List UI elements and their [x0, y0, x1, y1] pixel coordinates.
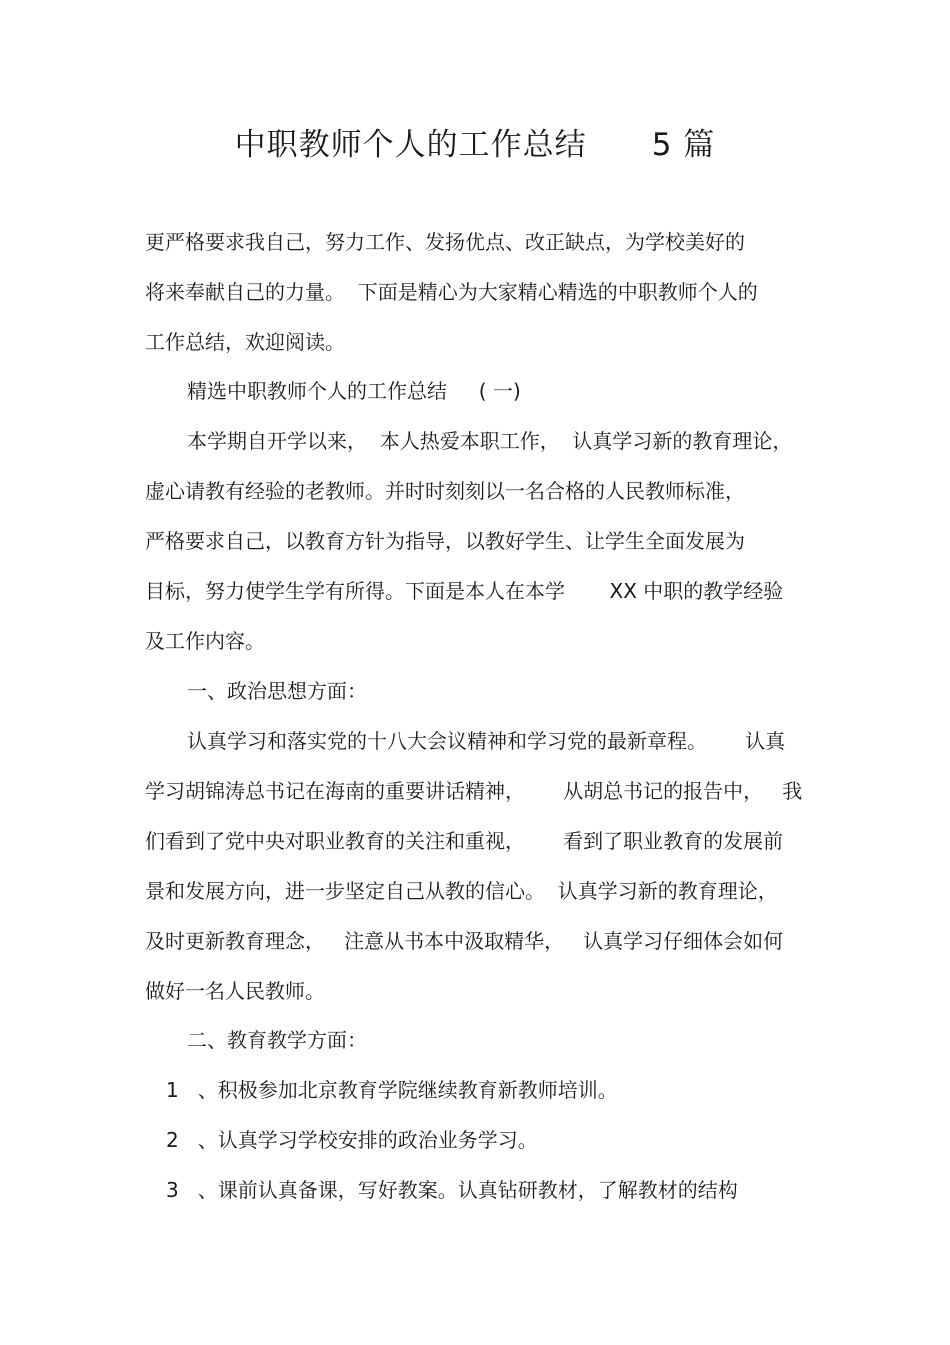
paragraph-line: 严格要求自己，以教育方针为指导，以教好学生、让学生全面发展为 — [145, 529, 745, 553]
paragraph-line: 做好一名人民教师。 — [145, 979, 325, 1003]
document-title: 中职教师个人的工作总结 5 篇 — [234, 127, 716, 163]
list-item: 3 、课前认真备课，写好教案。认真钻研教材，了解教材的结构 — [166, 1178, 738, 1202]
paragraph-line: 本学期自开学以来， 本人热爱本职工作， 认真学习新的教育理论， — [187, 429, 793, 453]
paragraph-line: 工作总结，欢迎阅读。 — [145, 330, 345, 354]
paragraph-line: 们看到了党中央对职业教育的关注和重视， 看到了职业教育的发展前 — [145, 829, 784, 853]
paragraph-line: 虚心请教有经验的老教师。并时时刻刻以一名合格的人民教师标准， — [145, 479, 745, 503]
paragraph-line: 景和发展方向，进一步坚定自己从教的信心。 认真学习新的教育理论， — [145, 879, 778, 903]
list-item: 1 、积极参加北京教育学院继续教育新教师培训。 — [166, 1078, 618, 1102]
paragraph-line: 更严格要求我自己，努力工作、发扬优点、改正缺点，为学校美好的 — [145, 230, 745, 254]
list-item: 2 、认真学习学校安排的政治业务学习。 — [166, 1128, 538, 1152]
section-heading: 精选中职教师个人的工作总结 ( 一) — [187, 379, 521, 403]
paragraph-line: 学习胡锦涛总书记在海南的重要讲话精神， 从胡总书记的报告中， 我 — [145, 779, 803, 803]
paragraph-line: 及工作内容。 — [145, 629, 265, 653]
paragraph-line: 认真学习和落实党的十八大会议精神和学习党的最新章程。 认真 — [187, 729, 786, 753]
paragraph-line: 及时更新教育理念， 注意从书本中汲取精华， 认真学习仔细体会如何 — [145, 929, 784, 953]
section-heading: 二、教育教学方面： — [187, 1028, 367, 1052]
section-heading: 一、政治思想方面： — [187, 679, 367, 703]
paragraph-line: 将来奉献自己的力量。 下面是精心为大家精心精选的中职教师个人的 — [145, 280, 758, 304]
paragraph-line: 目标，努力使学生学有所得。下面是本人在本学 XX 中职的教学经验 — [145, 579, 784, 603]
